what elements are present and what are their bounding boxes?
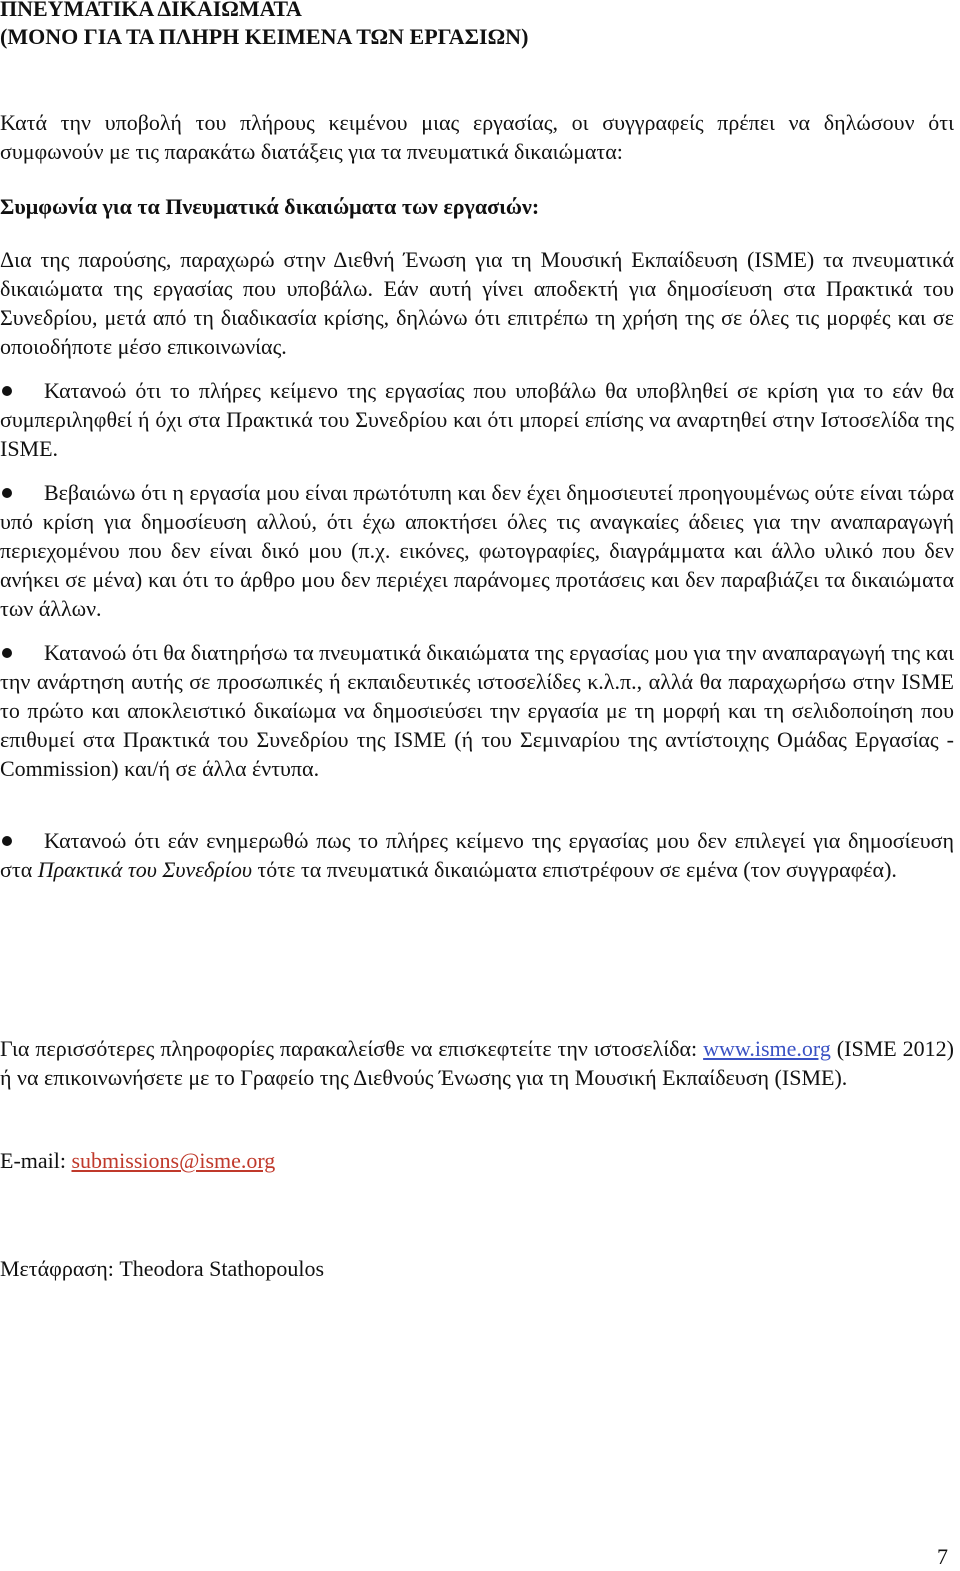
info-text-start: Για περισσότερες πληροφορίες παρακαλείσθε να επισκεφτείτε την ιστοσελίδα: bbox=[0, 1036, 704, 1061]
bullet-text-3: Κατανοώ ότι θα διατηρήσω τα πνευματικά δικαιώματα της εργασίας μου για την αναπαραγωγή της και την ανάρτηση αυτής σε προσωπικές ή εκπαιδευτικές ιστοσελίδες κ.λ.π., αλλά θα παραχωρήσω στην ISME το πρώτο και αποκλειστικό δικαίωμα να δημοσιεύσει την εργασία με τη μορφή και τη σελιδοποίηση που επιθυμεί στα Πρακτικά του Συνεδρίου της ISME (ή του Σεμιναρίου της αντίστοιχης Ομάδας Εργασίας - Commission) και/ή σε άλλα έντυπα. bbox=[0, 640, 954, 781]
isme-website-link[interactable]: www.isme.org bbox=[703, 1036, 831, 1061]
declaration-paragraph: Δια της παρούσης, παραχωρώ στην Διεθνή Ένωση για τη Μουσική Εκπαίδευση (ISME) τα πνευματικά δικαιώματα της εργασίας που υποβάλω. Εάν αυτή γίνει αποδεκτή για δημοσίευση στα Πρακτικά του Συνεδρίου, μετά από τη διαδικασία κρίσης, δηλώνω ότι επιτρέπω τη χρήση της σε όλες τις μορφές και σε οποιοδήποτε μέσο επικοινωνίας. bbox=[0, 247, 954, 359]
bullet-text-2: Βεβαιώνω ότι η εργασία μου είναι πρωτότυπη και δεν έχει δημοσιευτεί προηγουμένως ούτε είναι τώρα υπό κρίση για δημοσίευση αλλού, ότι έχω αποκτήσει όλες τις αναγκαίες άδειες για την αναπαραγωγή περιεχομένου που δεν είναι δικό μου (π.χ. εικόνες, φωτογραφίες, διαγράμματα και άλλο υλικό που δεν ανήκει σε μένα) και ότι το άρθρο μου δεν περιέχει παράνομες προτάσεις και δεν παραβιάζει τα δικαιώματα των άλλων. bbox=[0, 480, 954, 621]
bullet-icon bbox=[2, 648, 12, 658]
email-line bbox=[0, 1146, 954, 1175]
proceedings-italic: Πρακτικά του Συνεδρίου bbox=[37, 857, 252, 882]
bullet-text-4-end: τότε τα πνευματικά δικαιώματα επιστρέφουν σε εμένα (τον συγγραφέα). bbox=[251, 857, 897, 882]
bullet-text-1: Κατανοώ ότι το πλήρες κείμενο της εργασίας που υποβάλω θα υποβληθεί σε κρίση για το εάν θα συμπεριληφθεί ή όχι στα Πρακτικά του Συνεδρίου και ότι μπορεί επίσης να αναρτηθεί στην Ιστοσελίδα της ISME. bbox=[0, 378, 954, 461]
bullet-icon bbox=[2, 386, 12, 396]
bullet-item-2 bbox=[0, 478, 954, 623]
email-label: E-mail: bbox=[0, 1148, 72, 1173]
bullet-item-4 bbox=[0, 826, 954, 884]
bullet-item-1 bbox=[0, 376, 954, 463]
heading-subtitle bbox=[0, 22, 528, 52]
email-link[interactable]: submissions@isme.org bbox=[71, 1148, 276, 1173]
bullet-text-4-start: Κατανοώ ότι εάν ενημερωθώ πως το πλήρες κείμενο της εργασίας μου δεν επιλεγεί για δημοσίευση στα bbox=[0, 828, 954, 882]
heading-title bbox=[0, 0, 302, 24]
heading-line-2: (ΜΟΝΟ ΓΙΑ ΤΑ ΠΛΗΡΗ ΚΕΙΜΕΝΑ ΤΩΝ ΕΡΓΑΣΙΩΝ) bbox=[0, 24, 529, 49]
bullet-item-3 bbox=[0, 638, 954, 783]
intro-paragraph: Κατά την υποβολή του πλήρους κειμένου μιας εργασίας, οι συγγραφείς πρέπει να δηλώσουν ότι συμφωνούν με τις παρακάτω διατάξεις για τα πνευματικά δικαιώματα: bbox=[0, 110, 954, 164]
agreement-title: Συμφωνία για τα Πνευματικά δικαιώματα των εργασιών: bbox=[0, 194, 540, 219]
bullet-icon bbox=[2, 836, 12, 846]
bullet-icon bbox=[2, 488, 12, 498]
info-paragraph bbox=[0, 1034, 954, 1092]
page-number: 7 bbox=[937, 1544, 948, 1569]
info-text-end: (ISME 2012) ή να επικοινωνήσετε με το Γραφείο της Διεθνούς Ένωσης για τη Μουσική Εκπαίδευση (ISME). bbox=[0, 1036, 954, 1090]
translation-credit: Μετάφραση: Theodora Stathopoulos bbox=[0, 1256, 325, 1281]
heading-line-1: ΠΝΕΥΜΑΤΙΚΑ ΔΙΚΑΙΩΜΑΤΑ bbox=[0, 0, 302, 21]
